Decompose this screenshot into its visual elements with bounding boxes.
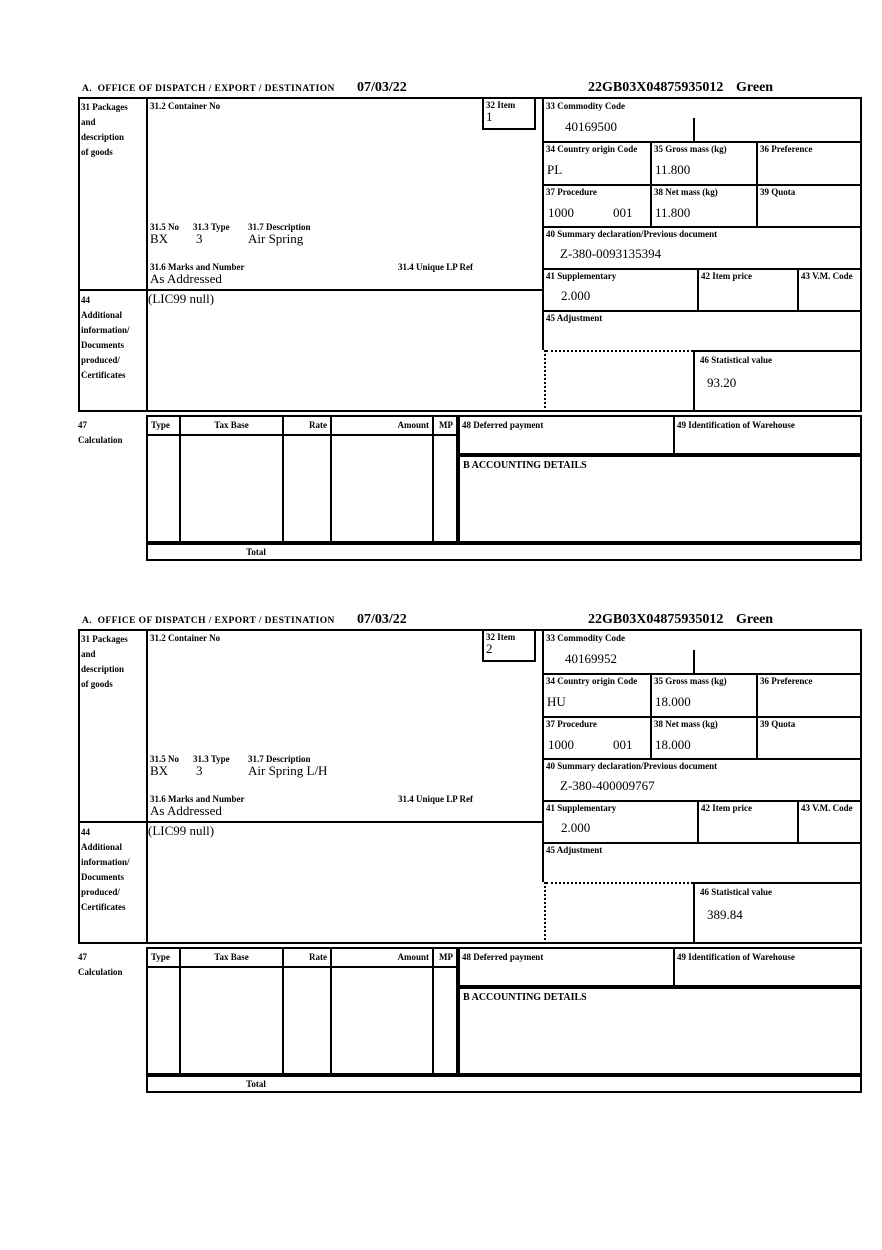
packages-type-value: 3 (196, 763, 203, 778)
divider-line (697, 800, 699, 842)
deferred-payment-label: 48 Deferred payment (462, 420, 544, 430)
calculation-label: 47 Calculation (78, 420, 123, 445)
item-label: 32 Item (486, 100, 516, 110)
country-origin-value: HU (547, 694, 566, 709)
accounting-details-label: B ACCOUNTING DETAILS (463, 992, 587, 1003)
commodity-code-separator (693, 118, 695, 141)
divider-line (146, 97, 148, 412)
item-price-label: 42 Item price (701, 803, 752, 813)
net-mass-label: 38 Net mass (kg) (654, 719, 718, 729)
calc-rate-header: Rate (309, 952, 327, 962)
divider-line (650, 141, 652, 226)
description-value: Air Spring (248, 231, 304, 246)
warehouse-label: 49 Identification of Warehouse (677, 952, 795, 962)
commodity-code-separator (693, 650, 695, 673)
country-origin-label: 34 Country origin Code (546, 144, 638, 154)
divider-line (756, 141, 758, 226)
sad-item-copy-1 (0, 82, 882, 562)
net-mass-label: 38 Net mass (kg) (654, 187, 718, 197)
item-price-label: 42 Item price (701, 271, 752, 281)
additional-information-value: (LIC99 null) (148, 823, 215, 838)
marks-and-number-label: 31.6 Marks and Number (150, 262, 245, 272)
dotted-divider-line (544, 350, 546, 412)
routing-status: Green (736, 612, 774, 627)
marks-value: As Addressed (150, 803, 222, 818)
preference-label: 36 Preference (760, 676, 813, 686)
divider-line (542, 629, 544, 882)
calc-type-header: Type (151, 420, 170, 430)
statistical-value: 389.84 (707, 907, 743, 922)
divider-line (797, 268, 799, 310)
packages-type-label: 31.3 Type (193, 222, 230, 232)
item-label: 32 Item (486, 632, 516, 642)
procedure-value: 1000 (548, 205, 574, 220)
container-no-label: 31.2 Container No (150, 101, 221, 111)
net-mass-value: 18.000 (655, 737, 691, 752)
procedure-label: 37 Procedure (546, 187, 597, 197)
supplementary-value: 2.000 (561, 288, 591, 303)
calc-amount-header: Amount (397, 952, 429, 962)
additional-information-value: (LIC99 null) (148, 291, 215, 306)
divider-line (756, 673, 758, 758)
procedure-label: 37 Procedure (546, 719, 597, 729)
packages-type-value: 3 (196, 231, 203, 246)
additional-information-label: 44 Additional information/ Documents produced/ Certificates (81, 827, 130, 912)
container-no-label: 31.2 Container No (150, 633, 221, 643)
warehouse-label: 49 Identification of Warehouse (677, 420, 795, 430)
calc-amount-header: Amount (397, 420, 429, 430)
total-label: Total (246, 547, 266, 557)
item-number-value: 1 (486, 109, 493, 124)
gross-mass-label: 35 Gross mass (kg) (654, 144, 727, 154)
quota-label: 39 Quota (760, 719, 796, 729)
calc-mp-header: MP (439, 420, 453, 430)
adjustment-label: 45 Adjustment (546, 313, 603, 323)
preference-label: 36 Preference (760, 144, 813, 154)
accounting-details-label: B ACCOUNTING DETAILS (463, 460, 587, 471)
previous-document-label: 40 Summary declaration/Previous document (546, 229, 718, 239)
procedure-value: 1000 (548, 737, 574, 752)
gross-mass-value: 18.000 (655, 694, 691, 709)
dispatch-date: 07/03/22 (357, 612, 407, 627)
marks-and-number-label: 31.6 Marks and Number (150, 794, 245, 804)
quota-label: 39 Quota (760, 187, 796, 197)
statistical-value-label: 46 Statistical value (700, 887, 772, 897)
calc-tax-base-header: Tax Base (214, 952, 249, 962)
unique-lp-ref-label: 31.4 Unique LP Ref (398, 794, 474, 804)
sad-item-copy-2 (0, 614, 882, 1094)
description-label: 31.7 Description (248, 222, 311, 232)
deferred-payment-label: 48 Deferred payment (462, 952, 544, 962)
dotted-divider-line (546, 350, 693, 352)
dispatch-date: 07/03/22 (357, 80, 407, 95)
office-of-dispatch-header: A. OFFICE OF DISPATCH / EXPORT / DESTINATION (82, 616, 335, 626)
vm-code-label: 43 V.M. Code (801, 803, 853, 813)
mrn-number: 22GB03X04875935012 (588, 612, 724, 627)
divider-line (146, 434, 458, 436)
office-of-dispatch-header: A. OFFICE OF DISPATCH / EXPORT / DESTINATION (82, 84, 335, 94)
description-value: Air Spring L/H (248, 763, 328, 778)
calculation-label: 47 Calculation (78, 952, 123, 977)
unique-lp-ref-label: 31.4 Unique LP Ref (398, 262, 474, 272)
marks-value: As Addressed (150, 271, 222, 286)
divider-line (797, 800, 799, 842)
previous-document-value: Z-380-0093135394 (560, 246, 662, 261)
commodity-code-value: 40169952 (565, 651, 617, 666)
country-origin-label: 34 Country origin Code (546, 676, 638, 686)
packages-no-label: 31.5 No (150, 222, 179, 232)
calc-rate-header: Rate (309, 420, 327, 430)
item-number-value: 2 (486, 641, 493, 656)
supplementary-label: 41 Supplementary (546, 271, 617, 281)
packages-description-label: 31 Packages and description of goods (81, 102, 128, 157)
total-label: Total (246, 1079, 266, 1089)
divider-line (542, 97, 544, 350)
procedure-ext-value: 001 (613, 737, 633, 752)
packages-no-value: BX (150, 231, 169, 246)
dotted-divider-line (544, 882, 546, 944)
calc-tax-base-header: Tax Base (214, 420, 249, 430)
divider-line (146, 629, 148, 944)
procedure-ext-value: 001 (613, 205, 633, 220)
vm-code-label: 43 V.M. Code (801, 271, 853, 281)
divider-line (697, 268, 699, 310)
commodity-code-label: 33 Commodity Code (546, 101, 625, 111)
routing-status: Green (736, 80, 774, 95)
divider-line (650, 673, 652, 758)
description-label: 31.7 Description (248, 754, 311, 764)
packages-no-value: BX (150, 763, 169, 778)
divider-line (146, 966, 458, 968)
country-origin-value: PL (547, 162, 563, 177)
supplementary-value: 2.000 (561, 820, 591, 835)
calc-mp-header: MP (439, 952, 453, 962)
additional-information-label: 44 Additional information/ Documents produced/ Certificates (81, 295, 130, 380)
dotted-divider-line (546, 882, 693, 884)
adjustment-label: 45 Adjustment (546, 845, 603, 855)
packages-no-label: 31.5 No (150, 754, 179, 764)
statistical-value-label: 46 Statistical value (700, 355, 772, 365)
commodity-code-value: 40169500 (565, 119, 617, 134)
gross-mass-value: 11.800 (655, 162, 691, 177)
previous-document-label: 40 Summary declaration/Previous document (546, 761, 718, 771)
previous-document-value: Z-380-400009767 (560, 778, 655, 793)
net-mass-value: 11.800 (655, 205, 691, 220)
mrn-number: 22GB03X04875935012 (588, 80, 724, 95)
packages-type-label: 31.3 Type (193, 754, 230, 764)
statistical-value: 93.20 (707, 375, 737, 390)
calc-type-header: Type (151, 952, 170, 962)
gross-mass-label: 35 Gross mass (kg) (654, 676, 727, 686)
supplementary-label: 41 Supplementary (546, 803, 617, 813)
commodity-code-label: 33 Commodity Code (546, 633, 625, 643)
packages-description-label: 31 Packages and description of goods (81, 634, 128, 689)
